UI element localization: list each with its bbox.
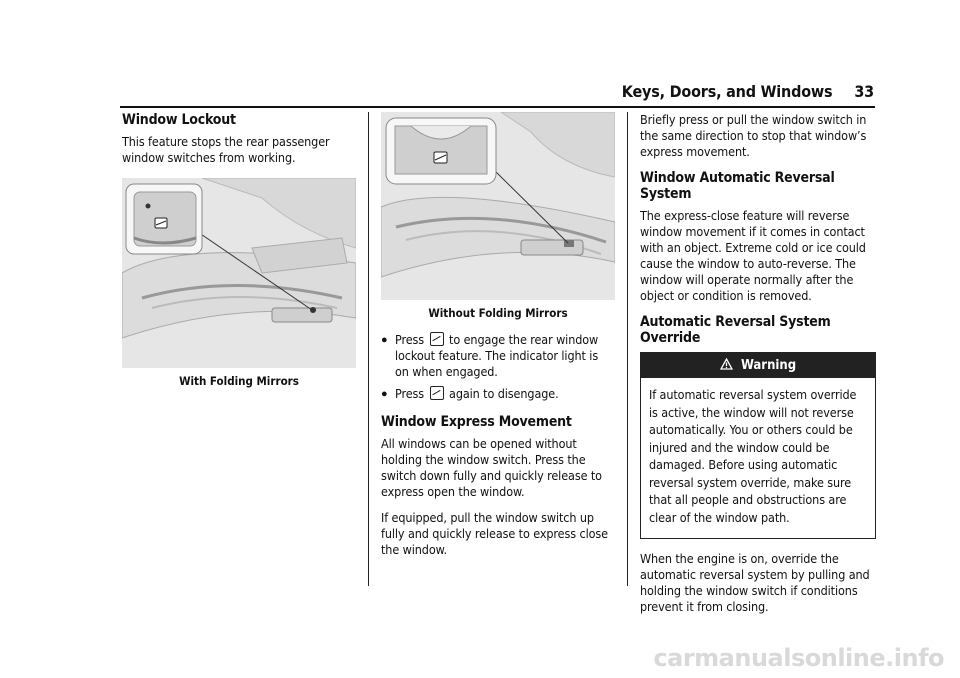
bullet-text-end: to engage the rear window lockout feature. The indicator light is on when engaged. (395, 332, 599, 379)
section-title: Keys, Doors, and Windows (621, 82, 833, 101)
column-left (122, 112, 356, 400)
reversal-override-heading: Automatic Reversal System Override (640, 314, 831, 346)
footer-watermark: carmanualsonline.info (653, 644, 944, 672)
automatic-reversal-paragraph: The express-close feature will reverse window movement if it comes in contact with an object. Extreme cold or ice could cause the window to auto-reverse. The window will operate normally after the object or condition is removed. (640, 208, 866, 303)
bullet-disengage-lockout (381, 386, 615, 402)
window-express-movement-heading: Window Express Movement (381, 414, 572, 430)
running-header (622, 82, 874, 101)
window-lockout-icon (430, 332, 444, 346)
window-lockout-icon (430, 386, 444, 400)
column-divider (627, 112, 628, 586)
warning-box (640, 352, 876, 539)
column-divider (368, 112, 369, 586)
warning-text: If automatic reversal system override is active, the window will not reverse automatically. You or others could be injured and the window could be damaged. Before using automatic reversal system override, make sure that all people and obstructions are clear of the window path. (649, 387, 857, 525)
automatic-reversal-heading: Window Automatic Reversal System (640, 170, 835, 202)
door-panel-illustration-with-folding-mirrors (122, 178, 356, 368)
warning-body (641, 378, 875, 538)
header-rule (120, 106, 875, 108)
express-stop-paragraph: Briefly press or pull the window switch in the same direction to stop that window’s express movement. (640, 112, 867, 159)
bullet-text (395, 332, 615, 380)
express-paragraph-1: All windows can be opened without holding the window switch. Press the switch down fully and quickly release to express open the window. (381, 436, 602, 499)
warning-triangle-icon (720, 358, 733, 370)
bullet-text-end: again to disengage. (449, 386, 559, 401)
door-panel-illustration-without-folding-mirrors (381, 112, 615, 300)
warning-title: Warning (740, 358, 797, 373)
bullet-dot: ● (381, 388, 388, 400)
bullet-text (395, 386, 559, 402)
override-instructions-paragraph: When the engine is on, override the automatic reversal system by pulling and holding the window switch if conditions prevent it from closing. (640, 551, 870, 614)
page-number: 33 (854, 82, 874, 101)
bullet-text-start: Press (395, 332, 425, 347)
window-lockout-paragraph: This feature stops the rear passenger window switches from working. (122, 134, 330, 165)
bullet-text-start: Press (395, 386, 425, 401)
figure-caption-without-folding-mirrors: Without Folding Mirrors (428, 306, 568, 320)
bullet-dot: ● (381, 334, 388, 346)
figure-caption-with-folding-mirrors: With Folding Mirrors (179, 374, 299, 388)
column-right (640, 112, 876, 625)
bullet-engage-lockout (381, 332, 615, 380)
window-lockout-heading: Window Lockout (122, 112, 236, 128)
column-middle (381, 112, 615, 568)
warning-header (641, 353, 875, 378)
express-paragraph-2: If equipped, pull the window switch up fully and quickly release to express close the window. (381, 510, 608, 557)
